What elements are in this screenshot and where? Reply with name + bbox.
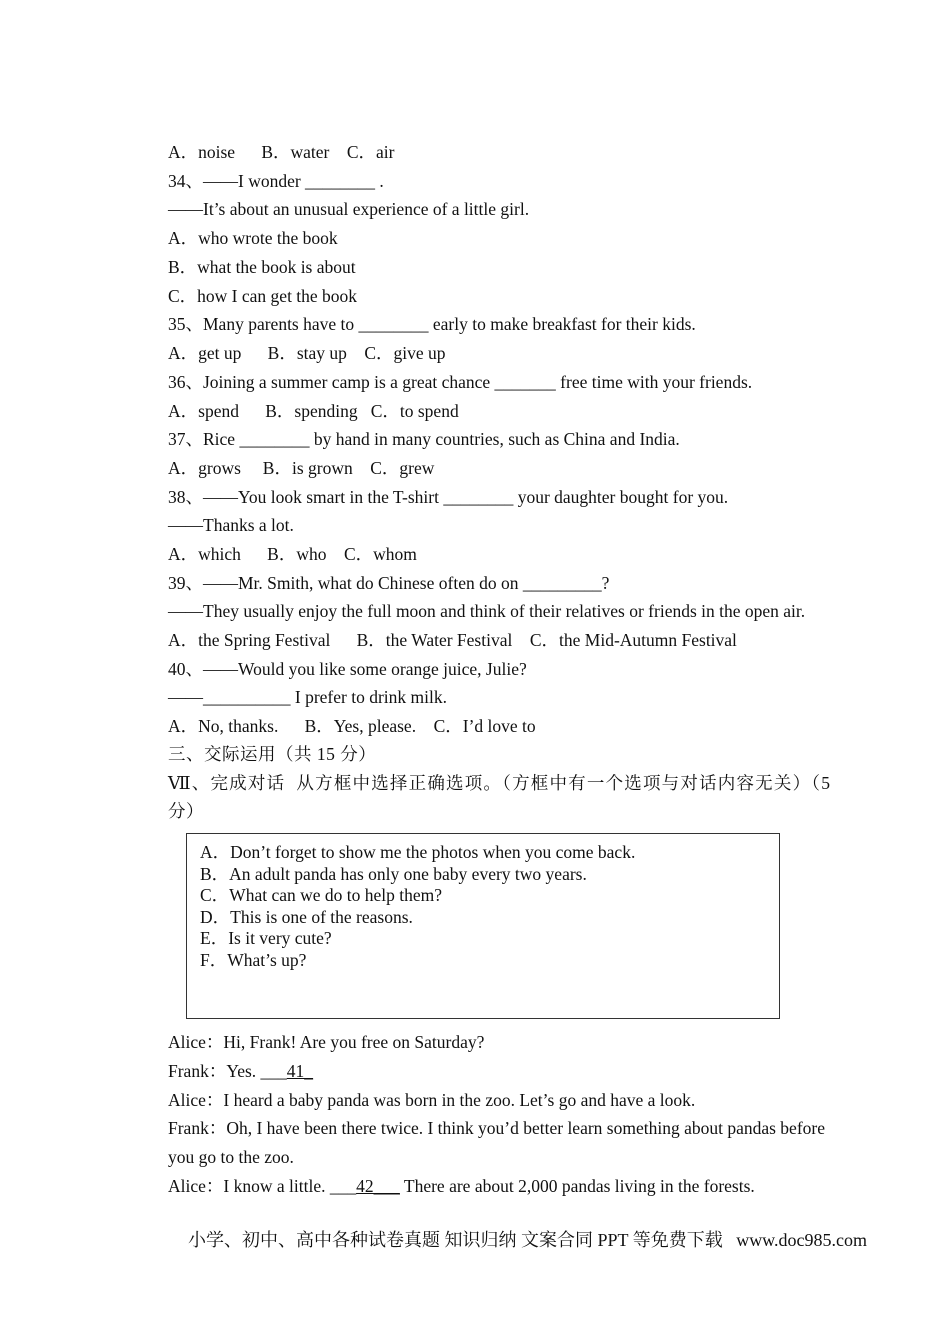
box-option-c: C．What can we do to help them? — [200, 885, 443, 905]
blank-42: 42___ — [356, 1176, 400, 1196]
q34-prompt: 34、——I wonder ________ . — [168, 171, 384, 191]
dialogue-line-1: Alice：Hi, Frank! Are you free on Saturday? — [168, 1032, 485, 1052]
q40-reply: ——__________ I prefer to drink milk. — [168, 687, 447, 707]
instruction-line-1: Ⅶ、完成对话 从方框中选择正确选项。（方框中有一个选项与对话内容无关）（5 — [168, 773, 832, 793]
q39-options: A．the Spring Festival B．the Water Festival C．the Mid-Autumn Festival — [168, 630, 737, 650]
q36-options: A．spend B．spending C．to spend — [168, 401, 459, 421]
dialogue-line-3: Alice：I heard a baby panda was born in the zoo. Let’s go and have a look. — [168, 1090, 696, 1110]
q34-reply: ——It’s about an unusual experience of a little girl. — [168, 199, 530, 219]
box-option-e: E．Is it very cute? — [200, 928, 332, 948]
dialogue-line-6-text: Alice：I know a little. ___ — [168, 1176, 357, 1196]
section-title: 三、交际运用（共 15 分） — [168, 744, 377, 764]
q33-options: A．noise B．water C．air — [168, 142, 395, 162]
page-footer: 小学、初中、高中各种试卷真题 知识归纳 文案合同 PPT 等免费下载 www.doc985.com — [188, 1230, 867, 1250]
q35-options: A．get up B．stay up C．give up — [168, 343, 446, 363]
dialogue-line-5: you go to the zoo. — [168, 1147, 294, 1167]
q37-options: A．grows B．is grown C．grew — [168, 458, 435, 478]
box-option-d: D．This is one of the reasons. — [200, 907, 413, 927]
q37-prompt: 37、Rice ________ by hand in many countries, such as China and India. — [168, 429, 680, 449]
dialogue-line-6 — [168, 1175, 755, 1197]
dialogue-line-2 — [168, 1060, 313, 1082]
q38-prompt: 38、——You look smart in the T-shirt ________ your daughter bought for you. — [168, 487, 729, 507]
box-option-a: A．Don’t forget to show me the photos when you come back. — [200, 842, 636, 862]
box-option-f: F．What’s up? — [200, 950, 307, 970]
q34-option-b: B．what the book is about — [168, 257, 356, 277]
q39-prompt: 39、——Mr. Smith, what do Chinese often do on _________? — [168, 573, 610, 593]
q39-reply: ——They usually enjoy the full moon and think of their relatives or friends in the open air. — [168, 601, 806, 621]
q38-reply: ——Thanks a lot. — [168, 515, 294, 535]
q38-options: A．which B．who C．whom — [168, 544, 417, 564]
q40-prompt: 40、——Would you like some orange juice, Julie? — [168, 659, 527, 679]
q40-options: A．No, thanks. B．Yes, please. C．I’d love to — [168, 716, 536, 736]
q35-prompt: 35、Many parents have to ________ early to make breakfast for their kids. — [168, 314, 696, 334]
instruction-line-2: 分） — [168, 801, 204, 821]
q34-option-a: A．who wrote the book — [168, 228, 338, 248]
q36-prompt: 36、Joining a summer camp is a great chance _______ free time with your friends. — [168, 372, 753, 392]
dialogue-line-6-rest: There are about 2,000 pandas living in the forests. — [399, 1176, 755, 1196]
blank-41: 41_ — [286, 1061, 314, 1081]
dialogue-line-4: Frank：Oh, I have been there twice. I think you’d better learn something about pandas before — [168, 1118, 826, 1138]
q34-option-c: C．how I can get the book — [168, 286, 358, 306]
box-option-b: B．An adult panda has only one baby every two years. — [200, 864, 587, 884]
dialogue-line-2-text: Frank：Yes. ___ — [168, 1061, 287, 1081]
